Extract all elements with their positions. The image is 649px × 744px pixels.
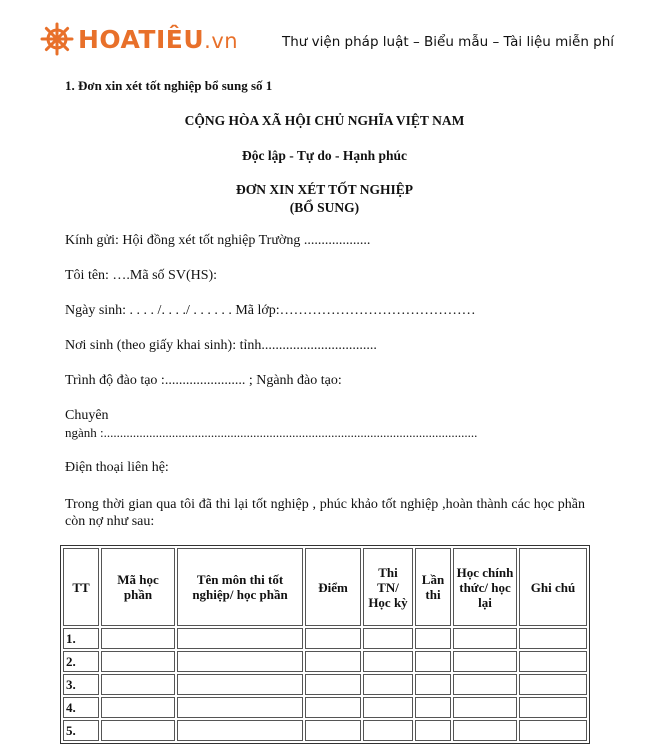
recipient-line: Kính gửi: Hội đồng xét tốt nghiệp Trường ................... <box>65 233 371 248</box>
header-score: Điểm <box>305 548 361 626</box>
exam-semester-cell[interactable] <box>363 628 413 649</box>
course-table <box>60 545 590 744</box>
score-cell[interactable] <box>305 674 361 695</box>
dob-line: Ngày sinh: . . . . /. . . ./ . . . . . . Mã lớp:…………………………………… <box>65 303 476 318</box>
table-header-row <box>63 548 587 626</box>
exam-semester-cell[interactable] <box>363 720 413 741</box>
major-line: ngành :................................................................................................................... <box>65 425 478 440</box>
header-notes: Ghi chú <box>519 548 587 626</box>
subject-name-cell[interactable] <box>177 628 303 649</box>
header-course-code: Mã học phần <box>101 548 175 626</box>
table-row <box>63 651 587 672</box>
exam-semester-cell[interactable] <box>363 651 413 672</box>
training-line: Trình độ đào tạo :....................... ; Ngành đào tạo: <box>65 373 342 388</box>
national-motto: Độc lập - Tự do - Hạnh phúc <box>241 148 408 163</box>
notes-cell[interactable] <box>519 674 587 695</box>
notes-cell[interactable] <box>519 651 587 672</box>
official-retake-cell[interactable] <box>453 674 517 695</box>
attempt-cell[interactable] <box>415 697 451 718</box>
notes-cell[interactable] <box>519 720 587 741</box>
official-retake-cell[interactable] <box>453 697 517 718</box>
row-number: 4. <box>63 697 99 718</box>
notes-cell[interactable] <box>519 697 587 718</box>
course-code-cell[interactable] <box>101 720 175 741</box>
body-paragraph: Trong thời gian qua tôi đã thi lại tốt nghiệp , phúc khảo tốt nghiệp ,hoàn thành các học phần còn nợ như sau: <box>65 497 585 529</box>
table-row <box>63 674 587 695</box>
site-tagline: Thư viện pháp luật – Biểu mẫu – Tài liệu miễn phí <box>282 34 615 50</box>
table-row <box>63 697 587 718</box>
course-code-cell[interactable] <box>101 651 175 672</box>
row-number: 2. <box>63 651 99 672</box>
header-subject-name: Tên môn thi tốt nghiệp/ học phần <box>177 548 303 626</box>
attempt-cell[interactable] <box>415 628 451 649</box>
score-cell[interactable] <box>305 720 361 741</box>
section-title: 1. Đơn xin xét tốt nghiệp bổ sung số 1 <box>65 78 273 93</box>
official-retake-cell[interactable] <box>453 720 517 741</box>
row-number: 3. <box>63 674 99 695</box>
notes-cell[interactable] <box>519 628 587 649</box>
attempt-cell[interactable] <box>415 651 451 672</box>
official-retake-cell[interactable] <box>453 651 517 672</box>
attempt-cell[interactable] <box>415 674 451 695</box>
course-code-cell[interactable] <box>101 628 175 649</box>
header-exam-semester: Thi TN/ Học kỳ <box>363 548 413 626</box>
ship-wheel-icon <box>40 22 74 56</box>
subject-name-cell[interactable] <box>177 720 303 741</box>
score-cell[interactable] <box>305 697 361 718</box>
form-subtitle: (BỔ SUNG) <box>289 200 360 215</box>
header-attempt: Lần thi <box>415 548 451 626</box>
brand-name: HOATIÊU.vn <box>78 24 239 54</box>
name-line: Tôi tên: ….Mã số SV(HS): <box>65 268 218 283</box>
header-official-retake: Học chính thức/ học lại <box>453 548 517 626</box>
form-title: ĐƠN XIN XÉT TỐT NGHIỆP <box>235 182 414 197</box>
subject-name-cell[interactable] <box>177 697 303 718</box>
score-cell[interactable] <box>305 651 361 672</box>
table-row <box>63 720 587 741</box>
row-number: 5. <box>63 720 99 741</box>
exam-semester-cell[interactable] <box>363 674 413 695</box>
official-retake-cell[interactable] <box>453 628 517 649</box>
table-row <box>63 628 587 649</box>
row-number: 1. <box>63 628 99 649</box>
birthplace-line: Nơi sinh (theo giấy khai sinh): tỉnh................................. <box>65 338 377 353</box>
major-label: Chuyên <box>65 408 109 423</box>
brand-logo[interactable] <box>40 22 238 56</box>
header-tt: TT <box>63 548 99 626</box>
phone-line: Điện thoại liên hệ: <box>65 460 169 475</box>
nation-name: CỘNG HÒA XÃ HỘI CHỦ NGHĨA VIỆT NAM <box>184 113 465 128</box>
score-cell[interactable] <box>305 628 361 649</box>
course-code-cell[interactable] <box>101 674 175 695</box>
attempt-cell[interactable] <box>415 720 451 741</box>
subject-name-cell[interactable] <box>177 651 303 672</box>
exam-semester-cell[interactable] <box>363 697 413 718</box>
course-code-cell[interactable] <box>101 697 175 718</box>
brand-domain: .vn <box>204 28 239 53</box>
site-header <box>0 0 649 60</box>
subject-name-cell[interactable] <box>177 674 303 695</box>
